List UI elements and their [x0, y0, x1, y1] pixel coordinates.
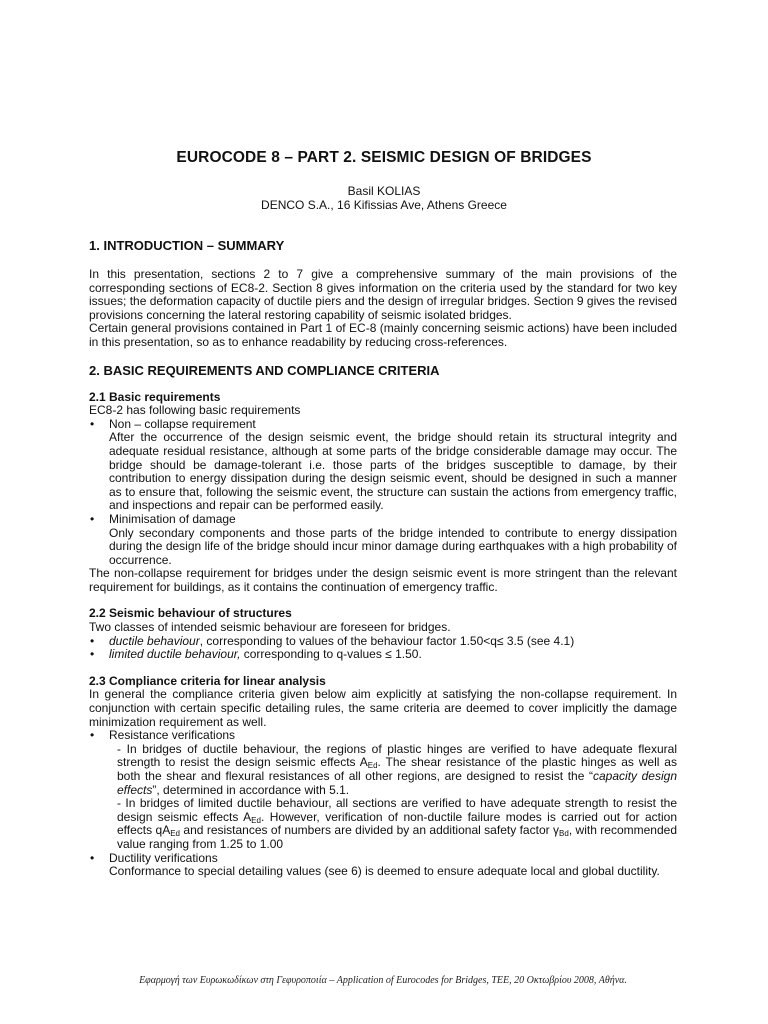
behaviour-list [89, 635, 677, 662]
subsection-heading-2-2: 2.2 Seismic behaviour of structures [89, 606, 292, 621]
list-item [89, 418, 677, 513]
resistance-ductile-text: - In bridges of ductile behaviour, the regions of plastic hinges are verified to have adequate flexural strength to resist the design seismic effects $A_{Ed}$. The shear resistance of the plastic hinges as well as both the shear and flexural resistances of all other regions, are designed to resist the “capacity design effects”, determined in accordance with 5.1. [117, 741, 677, 797]
list-item [89, 513, 677, 567]
list-item [89, 635, 677, 649]
subsection-lead: In general the compliance criteria given below aim explicitly at satisfying the non-collapse requirement. In conjunction with certain specific detailing rules, the same criteria are deemed to cover implicitly the damage minimization requirement as well. [89, 687, 677, 729]
document-title: EUROCODE 8 – PART 2. SEISMIC DESIGN OF BRIDGES [176, 149, 592, 166]
bullet-text: corresponding to q-values ≤ 1.50. [240, 647, 422, 662]
author-block [0, 184, 768, 212]
list-item [89, 852, 677, 879]
bullet-text: Conformance to special detailing values (see 6) is deemed to ensure adequate local and global ductility. [109, 864, 660, 879]
bullet-text: After the occurrence of the design seismic event, the bridge should retain its structural integrity and adequate residual resistance, although at some parts of the bridge considerable damage may occur. The bridge should be damage-tolerant i.e. those parts of the bridges susceptible to damage, by their contribution to energy dissipation during the design seismic event, should be designed in such a manner as to ensure that, following the seismic event, the structure can sustain the actions from emergency traffic, and inspections and repair can be performed easily. [109, 430, 677, 513]
subsection-lead: Two classes of intended seismic behaviour are foreseen for bridges. [89, 620, 451, 635]
subsection-lead: EC8-2 has following basic requirements [89, 403, 301, 418]
section-heading-introduction: 1. INTRODUCTION – SUMMARY [89, 238, 285, 253]
subsection-heading-2-1: 2.1 Basic requirements [89, 389, 221, 404]
resistance-limited-text: - In bridges of limited ductile behaviour, all sections are verified to have adequate strength to resist the design seismic effects $A_{Ed}$. However, verification of non-ductile failure modes is carried out for action effects $qA_{Ed}$ and resistances of numbers are divided by an additional safety factor $\gamma_{Bd}$, with recommended value ranging from 1.25 to 1.00 [117, 796, 678, 851]
author-affiliation: DENCO S.A., 16 Kifissias Ave, Athens Greece [261, 198, 507, 212]
bullet-title: • Non – collapse requirement [109, 416, 256, 431]
bullet-title: • Minimisation of damage [109, 511, 236, 526]
bullet-title: • Ductility verifications [109, 850, 218, 865]
intro-paragraph: In this presentation, sections 2 to 7 give a comprehensive summary of the main provisions of the corresponding sections of EC8-2. Section 8 gives information on the criteria used by the standard for two key issues; the deformation capacity of ductile piers and the design of irregular bridges. Section 9 gives the revised provisions concerning the lateral restoring capability of seismic isolated bridges. [89, 267, 677, 322]
author-name: Basil KOLIAS [347, 184, 421, 198]
verifications-list [89, 729, 677, 879]
closing-paragraph: The non-collapse requirement for bridges under the design seismic event is more stringent than the relevant requirement for buildings, as it contains the continuation of emergency traffic. [89, 566, 677, 594]
intro-paragraph: Certain general provisions contained in Part 1 of EC-8 (mainly concerning seismic actions) have been included in this presentation, so as to enhance readability by reducing cross-references. [89, 321, 677, 349]
document-body [89, 238, 677, 879]
list-item [89, 729, 677, 851]
term-limited-ductile: limited ductile behaviour, [109, 647, 241, 662]
bullet-text: , corresponding to values of the behaviour factor 1.50<q≤ 3.5 (see 4.1) [199, 633, 575, 648]
list-item [89, 648, 677, 662]
term-ductile: ductile behaviour [109, 633, 200, 648]
page-footer: Εφαρμογή των Ευρωκωδίκων στη Γεφυροποιία – Application of Eurocodes for Bridges, ΤΕΕ, 20 Οκτωβρίου 2008, Αθήνα. [139, 975, 627, 986]
requirements-list [89, 418, 677, 568]
bullet-title: • Resistance verifications [109, 728, 236, 743]
section-heading-basic-requirements: 2. BASIC REQUIREMENTS AND COMPLIANCE CRITERIA [89, 362, 440, 378]
bullet-text: Only secondary components and those parts of the bridge intended to contribute to energy dissipation during the design life of the bridge should incur minor damage during earthquakes with a high probability of occurrence. [109, 525, 677, 567]
subsection-heading-2-3: 2.3 Compliance criteria for linear analysis [89, 673, 326, 688]
